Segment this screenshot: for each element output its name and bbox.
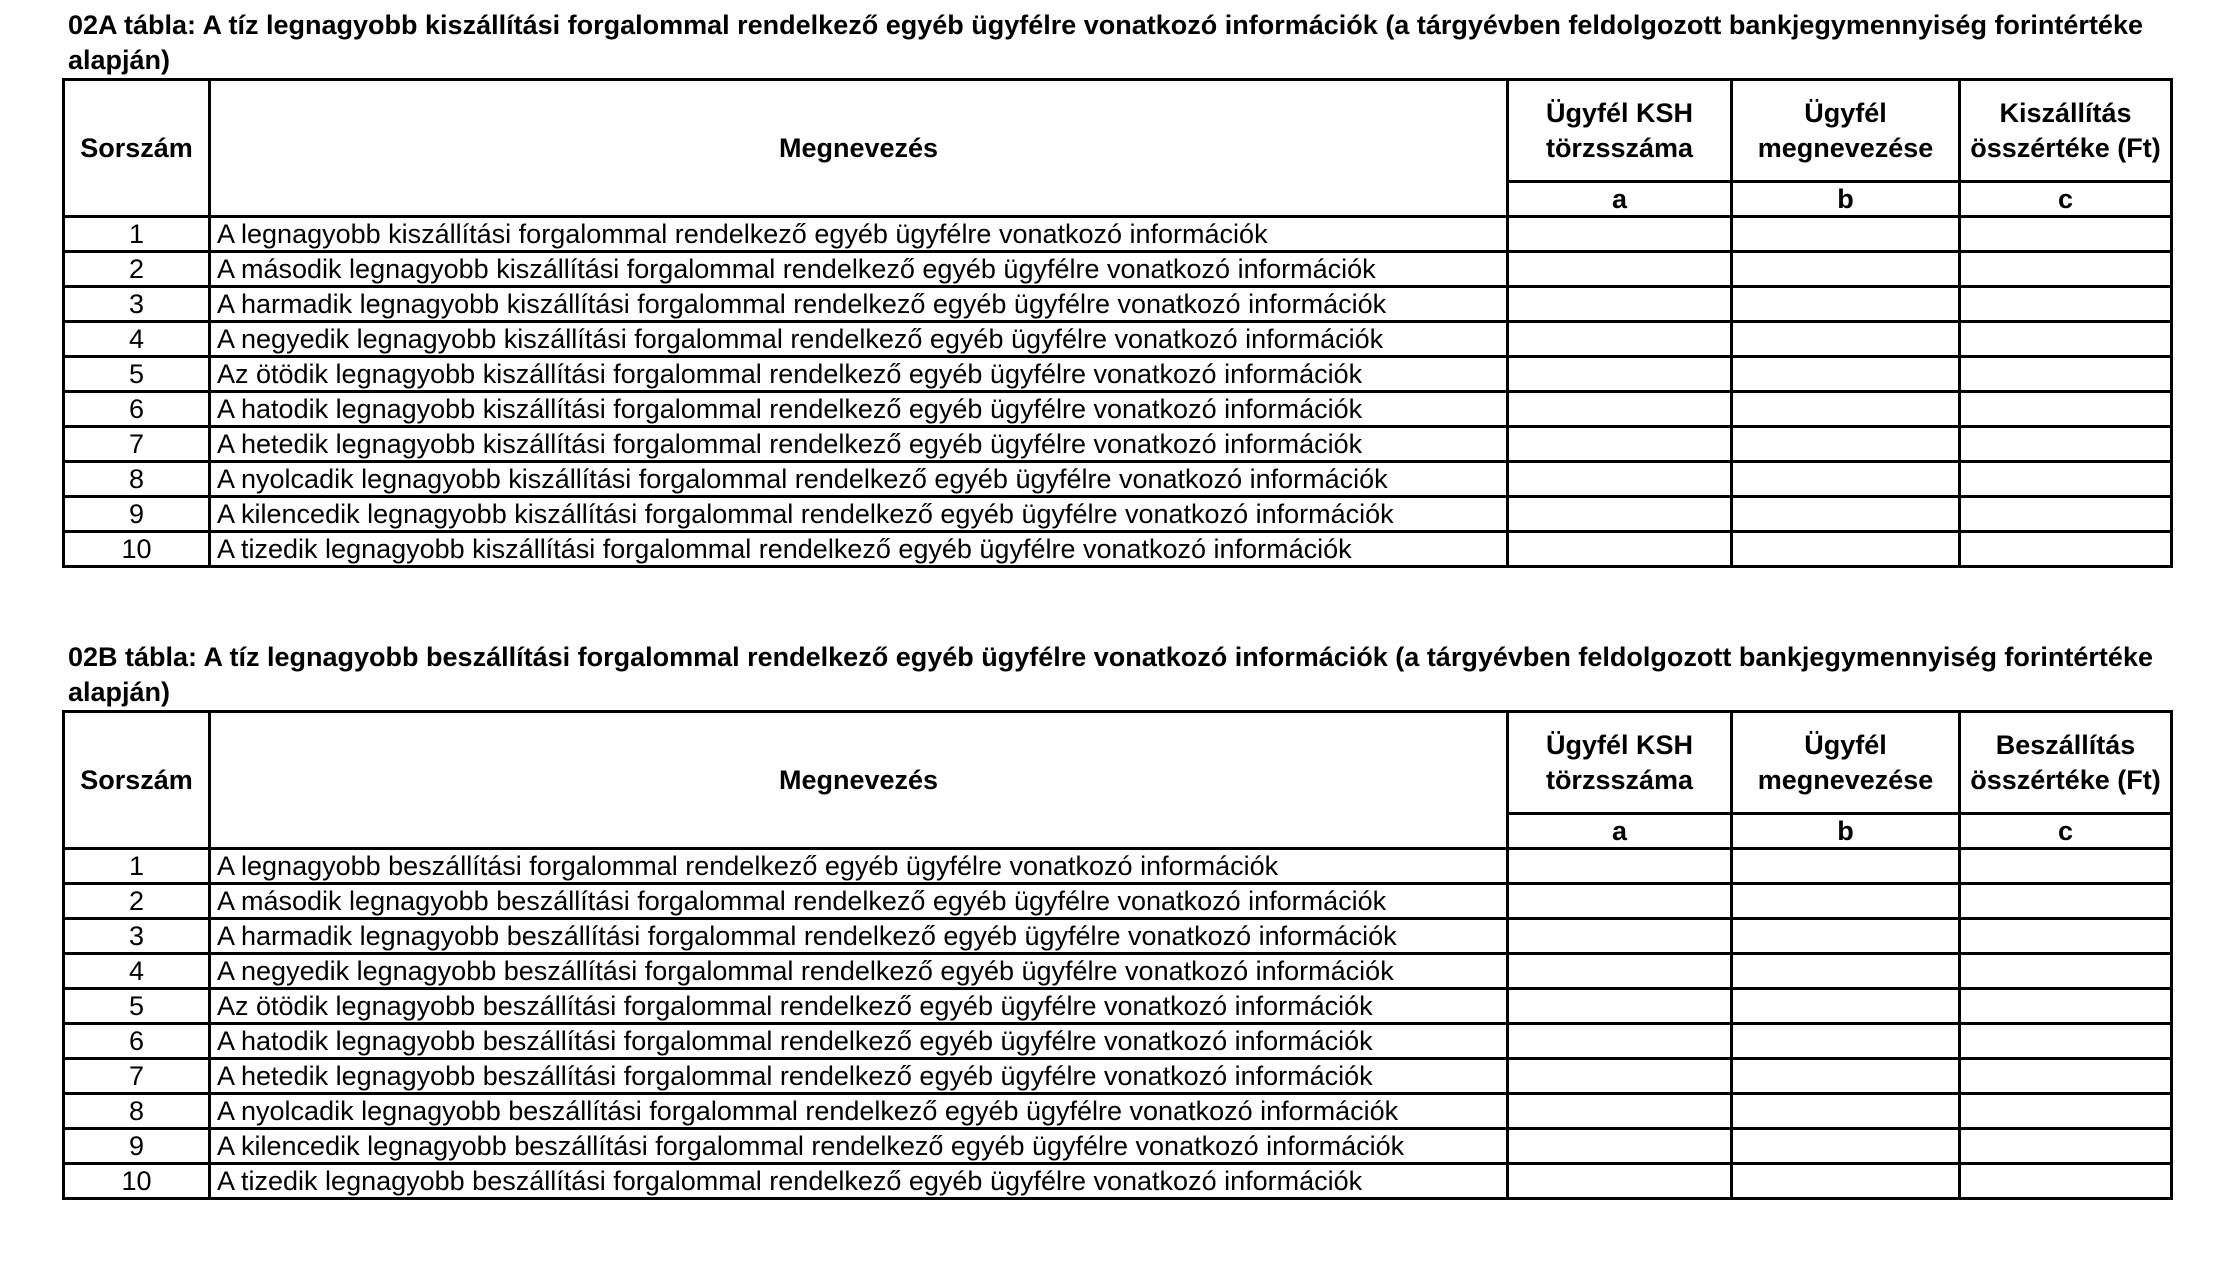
cell-ksh-number[interactable] — [1508, 427, 1732, 462]
header-line: Ügyfél — [1804, 729, 1887, 760]
column-letter-a: a — [1508, 182, 1732, 217]
header-row — [64, 80, 2172, 182]
row-number: 8 — [64, 1094, 210, 1129]
cell-ksh-number[interactable] — [1508, 392, 1732, 427]
row-number: 2 — [64, 884, 210, 919]
cell-total-value[interactable] — [1960, 287, 2172, 322]
row-number: 3 — [64, 919, 210, 954]
row-number: 1 — [64, 849, 210, 884]
cell-client-name[interactable] — [1732, 322, 1960, 357]
row-description: A nyolcadik legnagyobb kiszállítási forgalommal rendelkező egyéb ügyfélre vonatkozó információk — [210, 462, 1508, 497]
cell-ksh-number[interactable] — [1508, 849, 1732, 884]
cell-client-name[interactable] — [1732, 427, 1960, 462]
cell-total-value[interactable] — [1960, 1059, 2172, 1094]
table-row — [64, 322, 2172, 357]
cell-client-name[interactable] — [1732, 849, 1960, 884]
header-line: Beszállítás — [1995, 729, 2136, 760]
cell-client-name[interactable] — [1732, 989, 1960, 1024]
row-number: 9 — [64, 1129, 210, 1164]
table-row — [64, 427, 2172, 462]
table-row — [64, 919, 2172, 954]
table-row — [64, 1024, 2172, 1059]
cell-ksh-number[interactable] — [1508, 1024, 1732, 1059]
cell-ksh-number[interactable] — [1508, 497, 1732, 532]
row-description: A hetedik legnagyobb beszállítási forgalommal rendelkező egyéb ügyfélre vonatkozó információk — [210, 1059, 1508, 1094]
table-row — [64, 1129, 2172, 1164]
row-description: A negyedik legnagyobb beszállítási forgalommal rendelkező egyéb ügyfélre vonatkozó információk — [210, 954, 1508, 989]
column-letter-a: a — [1508, 814, 1732, 849]
table-row — [64, 1164, 2172, 1199]
row-description: A tizedik legnagyobb kiszállítási forgalommal rendelkező egyéb ügyfélre vonatkozó információk — [210, 532, 1508, 567]
table-row — [64, 462, 2172, 497]
row-description: Az ötödik legnagyobb beszállítási forgalommal rendelkező egyéb ügyfélre vonatkozó információk — [210, 989, 1508, 1024]
cell-ksh-number[interactable] — [1508, 322, 1732, 357]
cell-client-name[interactable] — [1732, 1059, 1960, 1094]
row-description: A legnagyobb beszállítási forgalommal rendelkező egyéb ügyfélre vonatkozó információk — [210, 849, 1508, 884]
header-col-a — [1508, 712, 1732, 814]
row-number: 5 — [64, 989, 210, 1024]
header-line: törzsszáma — [1545, 764, 1694, 795]
cell-ksh-number[interactable] — [1508, 252, 1732, 287]
header-sorszam: Sorszám — [64, 80, 210, 217]
header-row — [64, 712, 2172, 814]
cell-client-name[interactable] — [1732, 1024, 1960, 1059]
table-row — [64, 392, 2172, 427]
row-number: 10 — [64, 1164, 210, 1199]
table-row — [64, 532, 2172, 567]
row-description: A hetedik legnagyobb kiszállítási forgalommal rendelkező egyéb ügyfélre vonatkozó információk — [210, 427, 1508, 462]
cell-ksh-number[interactable] — [1508, 884, 1732, 919]
cell-total-value[interactable] — [1960, 392, 2172, 427]
cell-ksh-number[interactable] — [1508, 954, 1732, 989]
row-number: 4 — [64, 322, 210, 357]
cell-total-value[interactable] — [1960, 1164, 2172, 1199]
table-row — [64, 849, 2172, 884]
row-description: A harmadik legnagyobb beszállítási forgalommal rendelkező egyéb ügyfélre vonatkozó információk — [210, 919, 1508, 954]
row-number: 1 — [64, 217, 210, 252]
row-description: Az ötödik legnagyobb kiszállítási forgalommal rendelkező egyéb ügyfélre vonatkozó információk — [210, 357, 1508, 392]
cell-ksh-number[interactable] — [1508, 1059, 1732, 1094]
cell-ksh-number[interactable] — [1508, 532, 1732, 567]
cell-total-value[interactable] — [1960, 497, 2172, 532]
header-col-b — [1732, 80, 1960, 182]
cell-total-value[interactable] — [1960, 427, 2172, 462]
cell-total-value[interactable] — [1960, 357, 2172, 392]
cell-client-name[interactable] — [1732, 1094, 1960, 1129]
column-letter-c: c — [1960, 814, 2172, 849]
table-row — [64, 287, 2172, 322]
row-description: A tizedik legnagyobb beszállítási forgalommal rendelkező egyéb ügyfélre vonatkozó információk — [210, 1164, 1508, 1199]
header-line: összértéke (Ft) — [1970, 764, 2161, 795]
cell-total-value[interactable] — [1960, 1129, 2172, 1164]
cell-client-name[interactable] — [1732, 497, 1960, 532]
header-col-c — [1960, 712, 2172, 814]
cell-total-value[interactable] — [1960, 849, 2172, 884]
table-row — [64, 497, 2172, 532]
cell-client-name[interactable] — [1732, 357, 1960, 392]
header-line: Kiszállítás — [1999, 97, 2132, 128]
data-table — [62, 710, 2173, 1200]
header-line: Ügyfél — [1804, 97, 1887, 128]
table-02b-block — [62, 640, 2162, 1200]
table-02a-block — [62, 8, 2162, 568]
row-description: A kilencedik legnagyobb beszállítási forgalommal rendelkező egyéb ügyfélre vonatkozó információk — [210, 1129, 1508, 1164]
row-number: 3 — [64, 287, 210, 322]
row-description: A kilencedik legnagyobb kiszállítási forgalommal rendelkező egyéb ügyfélre vonatkozó információk — [210, 497, 1508, 532]
cell-client-name[interactable] — [1732, 392, 1960, 427]
column-letter-c: c — [1960, 182, 2172, 217]
cell-client-name[interactable] — [1732, 919, 1960, 954]
column-letter-b: b — [1732, 182, 1960, 217]
cell-client-name[interactable] — [1732, 217, 1960, 252]
header-line: megnevezése — [1757, 764, 1934, 795]
cell-client-name[interactable] — [1732, 287, 1960, 322]
cell-total-value[interactable] — [1960, 1024, 2172, 1059]
cell-total-value[interactable] — [1960, 462, 2172, 497]
row-number: 10 — [64, 532, 210, 567]
header-line: törzsszáma — [1545, 132, 1694, 163]
cell-client-name[interactable] — [1732, 954, 1960, 989]
row-number: 5 — [64, 357, 210, 392]
row-description: A második legnagyobb beszállítási forgalommal rendelkező egyéb ügyfélre vonatkozó információk — [210, 884, 1508, 919]
cell-total-value[interactable] — [1960, 322, 2172, 357]
header-megnevezes: Megnevezés — [210, 80, 1508, 217]
table-row — [64, 252, 2172, 287]
header-line: Ügyfél KSH — [1545, 97, 1694, 128]
cell-ksh-number[interactable] — [1508, 357, 1732, 392]
cell-total-value[interactable] — [1960, 884, 2172, 919]
row-description: A legnagyobb kiszállítási forgalommal rendelkező egyéb ügyfélre vonatkozó információk — [210, 217, 1508, 252]
cell-ksh-number[interactable] — [1508, 287, 1732, 322]
header-sorszam: Sorszám — [64, 712, 210, 849]
table-caption: 02B tábla: A tíz legnagyobb beszállítási forgalommal rendelkező egyéb ügyfélre vonatkozó információk (a tárgyévben feldolgozott bankjegymennyiség forintértéke alapján) — [68, 642, 2153, 707]
row-description: A második legnagyobb kiszállítási forgalommal rendelkező egyéb ügyfélre vonatkozó információk — [210, 252, 1508, 287]
cell-ksh-number[interactable] — [1508, 919, 1732, 954]
cell-client-name[interactable] — [1732, 532, 1960, 567]
table-row — [64, 884, 2172, 919]
row-description: A negyedik legnagyobb kiszállítási forgalommal rendelkező egyéb ügyfélre vonatkozó információk — [210, 322, 1508, 357]
row-number: 7 — [64, 1059, 210, 1094]
cell-ksh-number[interactable] — [1508, 1094, 1732, 1129]
row-number: 4 — [64, 954, 210, 989]
header-line: összértéke (Ft) — [1970, 132, 2161, 163]
cell-ksh-number[interactable] — [1508, 1129, 1732, 1164]
row-number: 6 — [64, 1024, 210, 1059]
header-megnevezes: Megnevezés — [210, 712, 1508, 849]
cell-ksh-number[interactable] — [1508, 989, 1732, 1024]
cell-total-value[interactable] — [1960, 1094, 2172, 1129]
row-description: A nyolcadik legnagyobb beszállítási forgalommal rendelkező egyéb ügyfélre vonatkozó információk — [210, 1094, 1508, 1129]
table-row — [64, 217, 2172, 252]
table-row — [64, 989, 2172, 1024]
cell-client-name[interactable] — [1732, 252, 1960, 287]
cell-client-name[interactable] — [1732, 462, 1960, 497]
row-description: A hatodik legnagyobb beszállítási forgalommal rendelkező egyéb ügyfélre vonatkozó információk — [210, 1024, 1508, 1059]
table-row — [64, 1094, 2172, 1129]
table-row — [64, 954, 2172, 989]
cell-ksh-number[interactable] — [1508, 462, 1732, 497]
cell-ksh-number[interactable] — [1508, 217, 1732, 252]
table-caption: 02A tábla: A tíz legnagyobb kiszállítási forgalommal rendelkező egyéb ügyfélre vonatkozó információk (a tárgyévben feldolgozott bankjegymennyiség forintértéke alapján) — [68, 10, 2143, 75]
cell-total-value[interactable] — [1960, 252, 2172, 287]
data-table — [62, 78, 2173, 568]
header-col-b — [1732, 712, 1960, 814]
cell-ksh-number[interactable] — [1508, 1164, 1732, 1199]
header-line: megnevezése — [1757, 132, 1934, 163]
table-row — [64, 357, 2172, 392]
row-number: 9 — [64, 497, 210, 532]
cell-total-value[interactable] — [1960, 532, 2172, 567]
cell-total-value[interactable] — [1960, 954, 2172, 989]
cell-client-name[interactable] — [1732, 1164, 1960, 1199]
row-number: 8 — [64, 462, 210, 497]
cell-client-name[interactable] — [1732, 1129, 1960, 1164]
cell-total-value[interactable] — [1960, 919, 2172, 954]
row-number: 6 — [64, 392, 210, 427]
row-description: A harmadik legnagyobb kiszállítási forgalommal rendelkező egyéb ügyfélre vonatkozó információk — [210, 287, 1508, 322]
table-row — [64, 1059, 2172, 1094]
header-col-a — [1508, 80, 1732, 182]
cell-total-value[interactable] — [1960, 989, 2172, 1024]
row-description: A hatodik legnagyobb kiszállítási forgalommal rendelkező egyéb ügyfélre vonatkozó információk — [210, 392, 1508, 427]
row-number: 2 — [64, 252, 210, 287]
header-col-c — [1960, 80, 2172, 182]
row-number: 7 — [64, 427, 210, 462]
header-line: Ügyfél KSH — [1545, 729, 1694, 760]
column-letter-b: b — [1732, 814, 1960, 849]
cell-client-name[interactable] — [1732, 884, 1960, 919]
cell-total-value[interactable] — [1960, 217, 2172, 252]
